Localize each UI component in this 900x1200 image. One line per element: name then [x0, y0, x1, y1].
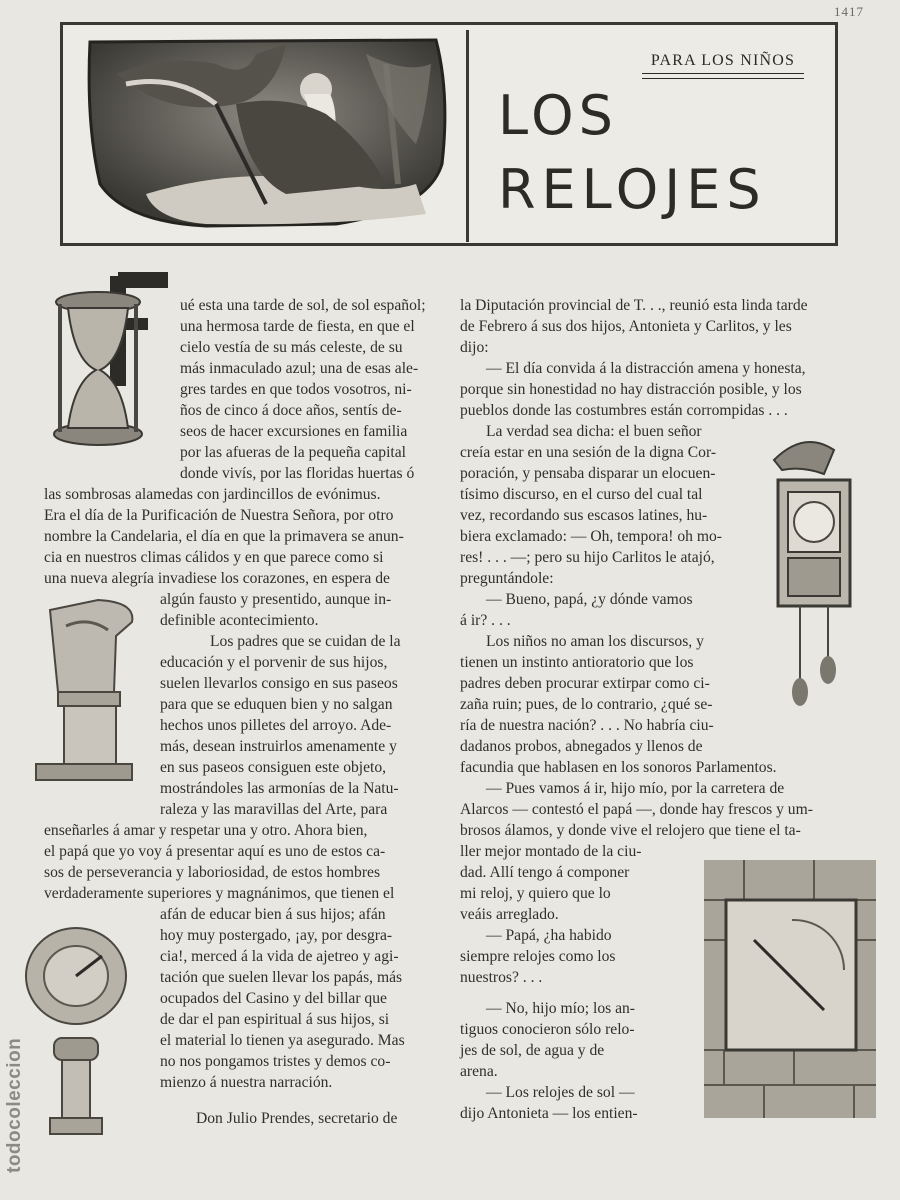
text-line: vez, recordando sus escasos latines, hu-	[460, 507, 708, 524]
text-line: mostrándoles las armonías de la Natu-	[160, 780, 399, 797]
text-line: sos de perseverancia y laboriosidad, de estos hombres	[44, 864, 381, 881]
text-line: una hermosa tarde de fiesta, en que el	[180, 318, 415, 335]
text-line: ría de nuestra nación? . . . No habría ciu-	[460, 717, 714, 734]
text-line: Don Julio Prendes, secretario de	[196, 1110, 398, 1127]
father-time-illustration	[86, 34, 454, 230]
text-line: siempre relojes como los	[460, 948, 616, 965]
text-line: dijo:	[460, 339, 489, 356]
text-line: seos de hacer excursiones en familia	[180, 423, 408, 440]
text-line: porque sin honestidad no hay distracción posible, y los	[460, 381, 802, 398]
wall-clock-illustration	[764, 430, 860, 720]
text-line: — El día convida á la distracción amena y honesta,	[486, 360, 806, 377]
text-line: más inmaculado azul; una de esas ale-	[180, 360, 419, 377]
text-line: biera exclamado: — Oh, tempora! oh mo-	[460, 528, 722, 545]
text-line: una nueva alegría invadiese los corazones, en espera de	[44, 570, 390, 587]
text-line: preguntándole:	[460, 570, 554, 587]
text-line: el papá que yo voy á presentar aquí es uno de estos ca-	[44, 843, 386, 860]
text-line: mi reloj, y quiero que lo	[460, 885, 611, 902]
text-line: jes de sol, de agua y de	[460, 1042, 605, 1059]
text-line: ller mejor montado de la ciu-	[460, 843, 642, 860]
text-line: cielo vestía de su más celeste, de su	[180, 339, 403, 356]
text-line: por las afueras de la pequeña capital	[180, 444, 406, 461]
page-number: 1417	[834, 4, 864, 19]
text-line: nuestros? . . .	[460, 969, 543, 986]
text-line: dad. Allí tengo á componer	[460, 864, 630, 881]
text-line: poración, y pensaba disparar un elocuen-	[460, 465, 716, 482]
text-line: suelen llevarlos consigo en sus paseos	[160, 675, 398, 692]
wall-sundial-illustration	[704, 860, 876, 1118]
text-line: las sombrosas alamedas con jardincillos de evónimus.	[44, 486, 381, 503]
text-line: tienen un instinto antioratorio que los	[460, 654, 694, 671]
text-line: La verdad sea dicha: el buen señor	[486, 423, 702, 440]
text-line: cia en nuestros climas cálidos y en que parece como si	[44, 549, 384, 566]
text-line: Los niños no aman los discursos, y	[486, 633, 704, 650]
text-line: Los padres que se cuidan de la	[210, 633, 401, 650]
text-line: — Los relojes de sol —	[486, 1084, 635, 1101]
text-line: creía estar en una sesión de la digna Cor-	[460, 444, 717, 461]
text-line: más, desean instruirlos amenamente y	[160, 738, 397, 755]
text-line: mienzo á nuestra narración.	[160, 1074, 333, 1091]
watermark: todocoleccion	[4, 1037, 25, 1173]
text-line: dadanos probos, abnegados y llenos de	[460, 738, 703, 755]
text-line: brosos álamos, y donde vive el relojero que tiene el ta-	[460, 822, 801, 839]
text-line: no nos pongamos tristes y demos co-	[160, 1053, 391, 1070]
text-line: — Pues vamos á ir, hijo mío, por la carretera de	[486, 780, 785, 797]
text-line: Alarcos — contestó el papá —, donde hay frescos y um-	[460, 801, 813, 818]
drop-cap-line: ué esta una tarde de sol, de sol español;	[180, 297, 426, 314]
section-label: PARA LOS NIÑOS	[650, 52, 796, 69]
text-line: veáis arreglado.	[460, 906, 559, 923]
horizontal-sundial-illustration	[24, 926, 134, 1140]
text-line: arena.	[460, 1063, 498, 1080]
text-line: en sus paseos consiguen este objeto,	[160, 759, 387, 776]
text-line: facundia que hablasen en los sonoros Parlamentos.	[460, 759, 777, 776]
text-line: — Papá, ¿ha habido	[486, 927, 612, 944]
text-line: — No, hijo mío; los an-	[486, 1000, 636, 1017]
text-line: de dar el pan espiritual á sus hijos, si	[160, 1011, 390, 1028]
text-line: ños de cinco á doce años, sentís de-	[180, 402, 402, 419]
text-line: pueblos donde las costumbres están corrompidas . . .	[460, 402, 788, 419]
header-divider	[466, 30, 469, 242]
text-line: algún fausto y presentido, aunque in-	[160, 591, 392, 608]
text-line: nombre la Candelaria, el día en que la primavera se anun-	[44, 528, 404, 545]
text-line: de Febrero á sus dos hijos, Antonieta y Carlitos, y les	[460, 318, 792, 335]
text-line: donde vivís, por las floridas huertas ó	[180, 465, 415, 482]
text-line: cia!, merced á la vida de ajetreo y agi-	[160, 948, 399, 965]
hourglass-drop-cap-illustration	[50, 270, 170, 456]
text-line: hechos unos pilletes del arroyo. Ade-	[160, 717, 392, 734]
text-line: á ir? . . .	[460, 612, 511, 629]
text-line: — Bueno, papá, ¿y dónde vamos	[486, 591, 693, 608]
text-line: padres deben procurar extirpar como ci-	[460, 675, 710, 692]
text-line: ocupados del Casino y del billar que	[160, 990, 387, 1007]
text-line: hoy muy postergado, ¡ay, por desgra-	[160, 927, 393, 944]
text-line: verdaderamente superiores y magnánimos, que tienen el	[44, 885, 395, 902]
text-line: definible acontecimiento.	[160, 612, 319, 629]
text-line: enseñarles á amar y respetar una y otro. Ahora bien,	[44, 822, 368, 839]
text-line: tísimo discurso, en el curso del cual tal	[460, 486, 703, 503]
text-line: la Diputación provincial de T. . ., reunió esta linda tarde	[460, 297, 808, 314]
text-line: el material lo tienen ya asegurado. Mas	[160, 1032, 405, 1049]
text-line: zaña ruin; pues, de lo contrario, ¿qué se-	[460, 696, 713, 713]
text-line: res! . . . —; pero su hijo Carlitos le atajó,	[460, 549, 715, 566]
text-line: tación que suelen llevar los papás, más	[160, 969, 403, 986]
text-line: tiguos conocieron sólo relo-	[460, 1021, 635, 1038]
text-line: afán de educar bien á sus hijos; afán	[160, 906, 386, 923]
text-line: educación y el porvenir de sus hijos,	[160, 654, 388, 671]
section-label-rule	[642, 73, 804, 79]
stone-sundial-pedestal-illustration	[28, 596, 140, 786]
text-line: para que se eduquen bien y no salgan	[160, 696, 393, 713]
text-line: Era el día de la Purificación de Nuestra Señora, por otro	[44, 507, 394, 524]
title-line-1: LOS	[498, 84, 618, 147]
text-line: dijo Antonieta — los entien-	[460, 1105, 638, 1122]
title-line-2: RELOJES	[498, 158, 767, 221]
text-line: gres tardes en que todos vosotros, ni-	[180, 381, 412, 398]
text-line: raleza y las maravillas del Arte, para	[160, 801, 388, 818]
